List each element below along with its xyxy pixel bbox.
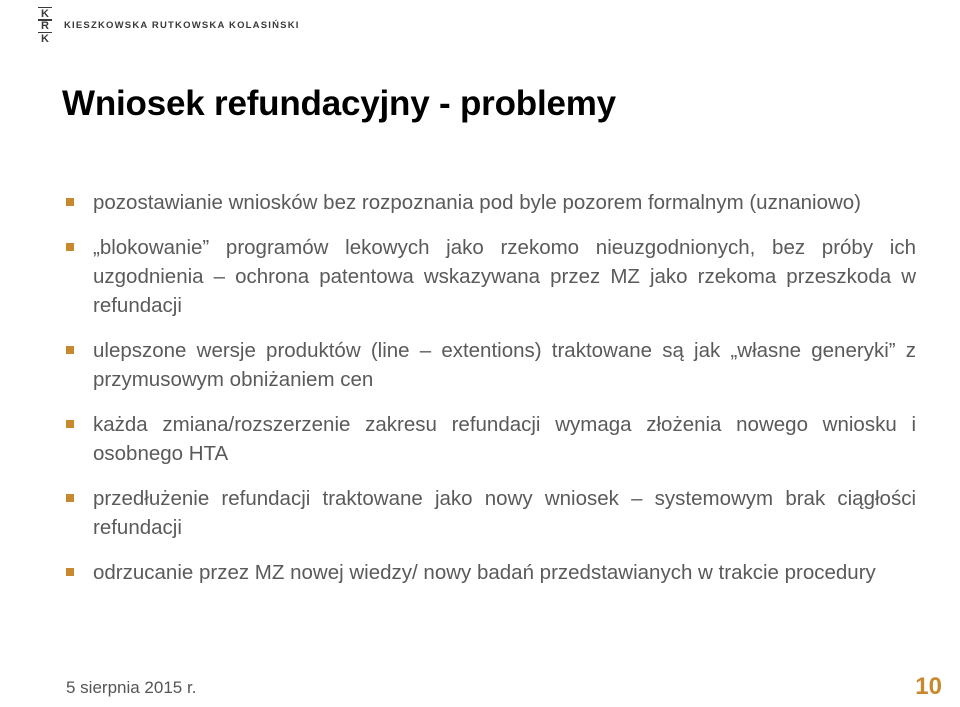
logo-letter-r: R: [41, 20, 49, 32]
square-bullet-icon: [66, 198, 74, 206]
bullet-item: [66, 233, 916, 320]
bullet-text: ulepszone wersje produktów (line – extentions) traktowane są jak „własne generyki” z przymusowym obniżaniem cen: [93, 339, 916, 391]
bullet-text: każda zmiana/rozszerzenie zakresu refundacji wymaga złożenia nowego wniosku i osobnego HTA: [93, 413, 916, 465]
bullet-text: „blokowanie” programów lekowych jako rzekomo nieuzgodnionych, bez próby ich uzgodnienia – ochrona patentowa wskazywana przez MZ jako rzekoma przeszkoda w refundacji: [93, 236, 916, 317]
krk-monogram: [38, 6, 52, 44]
logo-letter-k: K: [41, 32, 49, 45]
footer-date: 5 sierpnia 2015 r.: [66, 678, 197, 697]
bullet-text: przedłużenie refundacji traktowane jako nowy wniosek – systemowym brak ciągłości refundacji: [93, 487, 916, 539]
square-bullet-icon: [66, 346, 74, 354]
logo-letter-k: K: [41, 7, 49, 20]
firm-name: KIESZKOWSKA RUTKOWSKA KOLASIŃSKI: [64, 19, 300, 31]
page-number: 10: [915, 673, 942, 700]
bullet-item: [66, 336, 916, 394]
square-bullet-icon: [66, 494, 74, 502]
bullet-item: [66, 558, 916, 587]
firm-logo: [38, 6, 300, 44]
bullet-list: [66, 188, 916, 603]
slide-title: Wniosek refundacyjny - problemy: [62, 84, 616, 123]
bullet-item: [66, 188, 916, 217]
bullet-text: pozostawianie wniosków bez rozpoznania pod byle pozorem formalnym (uznaniowo): [93, 191, 862, 214]
square-bullet-icon: [66, 420, 74, 428]
square-bullet-icon: [66, 568, 74, 576]
square-bullet-icon: [66, 243, 74, 251]
bullet-text: odrzucanie przez MZ nowej wiedzy/ nowy badań przedstawianych w trakcie procedury: [93, 561, 876, 584]
bullet-item: [66, 410, 916, 468]
bullet-item: [66, 484, 916, 542]
